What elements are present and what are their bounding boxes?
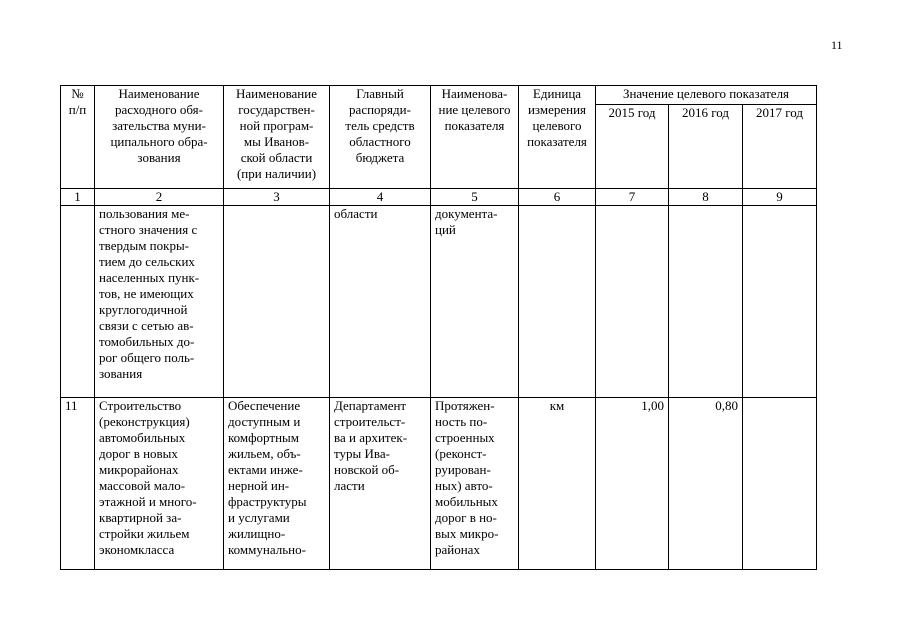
header-year-2017: 2017 год (743, 105, 817, 189)
row-value-2015 (596, 206, 669, 398)
column-number: 2 (95, 189, 224, 206)
row-obligation: Строительство (реконструкция) автомобильных дорог в новых микрорайонах массовой мало- этажной и много- квартирной за- стройки жильем экономкласса (95, 398, 224, 570)
header-indicator: Наименова- ние целевого показателя (431, 86, 519, 189)
header-year-2016: 2016 год (669, 105, 743, 189)
header-program: Наименование государствен- ной програм- мы Иванов- ской области (при наличии) (224, 86, 330, 189)
column-number: 1 (61, 189, 95, 206)
row-value-2015: 1,00 (596, 398, 669, 570)
column-number-row (61, 189, 817, 206)
row-value-2017 (743, 206, 817, 398)
header-row-1 (61, 86, 817, 105)
table-row (61, 206, 817, 398)
row-num (61, 206, 95, 398)
row-num: 11 (61, 398, 95, 570)
column-number: 7 (596, 189, 669, 206)
row-value-2017 (743, 398, 817, 570)
target-indicators-table (60, 85, 817, 570)
table-row (61, 398, 817, 570)
column-number: 9 (743, 189, 817, 206)
header-obligation: Наименование расходного обя- зательства муни- ципального обра- зования (95, 86, 224, 189)
row-manager: Департамент строительст- ва и архитек- туры Ива- новской об- ласти (330, 398, 431, 570)
row-indicator: Протяжен- ность по- строенных (реконст- руирован- ных) авто- мобильных дорог в но- вых микро- районах (431, 398, 519, 570)
row-unit: км (519, 398, 596, 570)
row-value-2016 (669, 206, 743, 398)
row-manager: области (330, 206, 431, 398)
column-number: 6 (519, 189, 596, 206)
row-indicator: документа- ций (431, 206, 519, 398)
header-num: № п/п (61, 86, 95, 189)
row-program (224, 206, 330, 398)
row-program: Обеспечение доступным и комфортным жильем, объ- ектами инже- нерной ин- фраструктуры и услугами жилищно- коммунально- (224, 398, 330, 570)
column-number: 8 (669, 189, 743, 206)
column-number: 4 (330, 189, 431, 206)
header-year-2015: 2015 год (596, 105, 669, 189)
column-number: 3 (224, 189, 330, 206)
row-obligation: пользования ме- стного значения с твердым покры- тием до сельских населенных пунк- тов, не имеющих круглогодичной связи с сетью ав- томобильных до- рог общего поль- зования (95, 206, 224, 398)
row-value-2016: 0,80 (669, 398, 743, 570)
row-unit (519, 206, 596, 398)
header-unit: Единица измерения целевого показателя (519, 86, 596, 189)
header-value-group: Значение целевого показателя (596, 86, 817, 105)
header-manager: Главный распоряди- тель средств областного бюджета (330, 86, 431, 189)
page-number: 11 (831, 38, 843, 52)
column-number: 5 (431, 189, 519, 206)
